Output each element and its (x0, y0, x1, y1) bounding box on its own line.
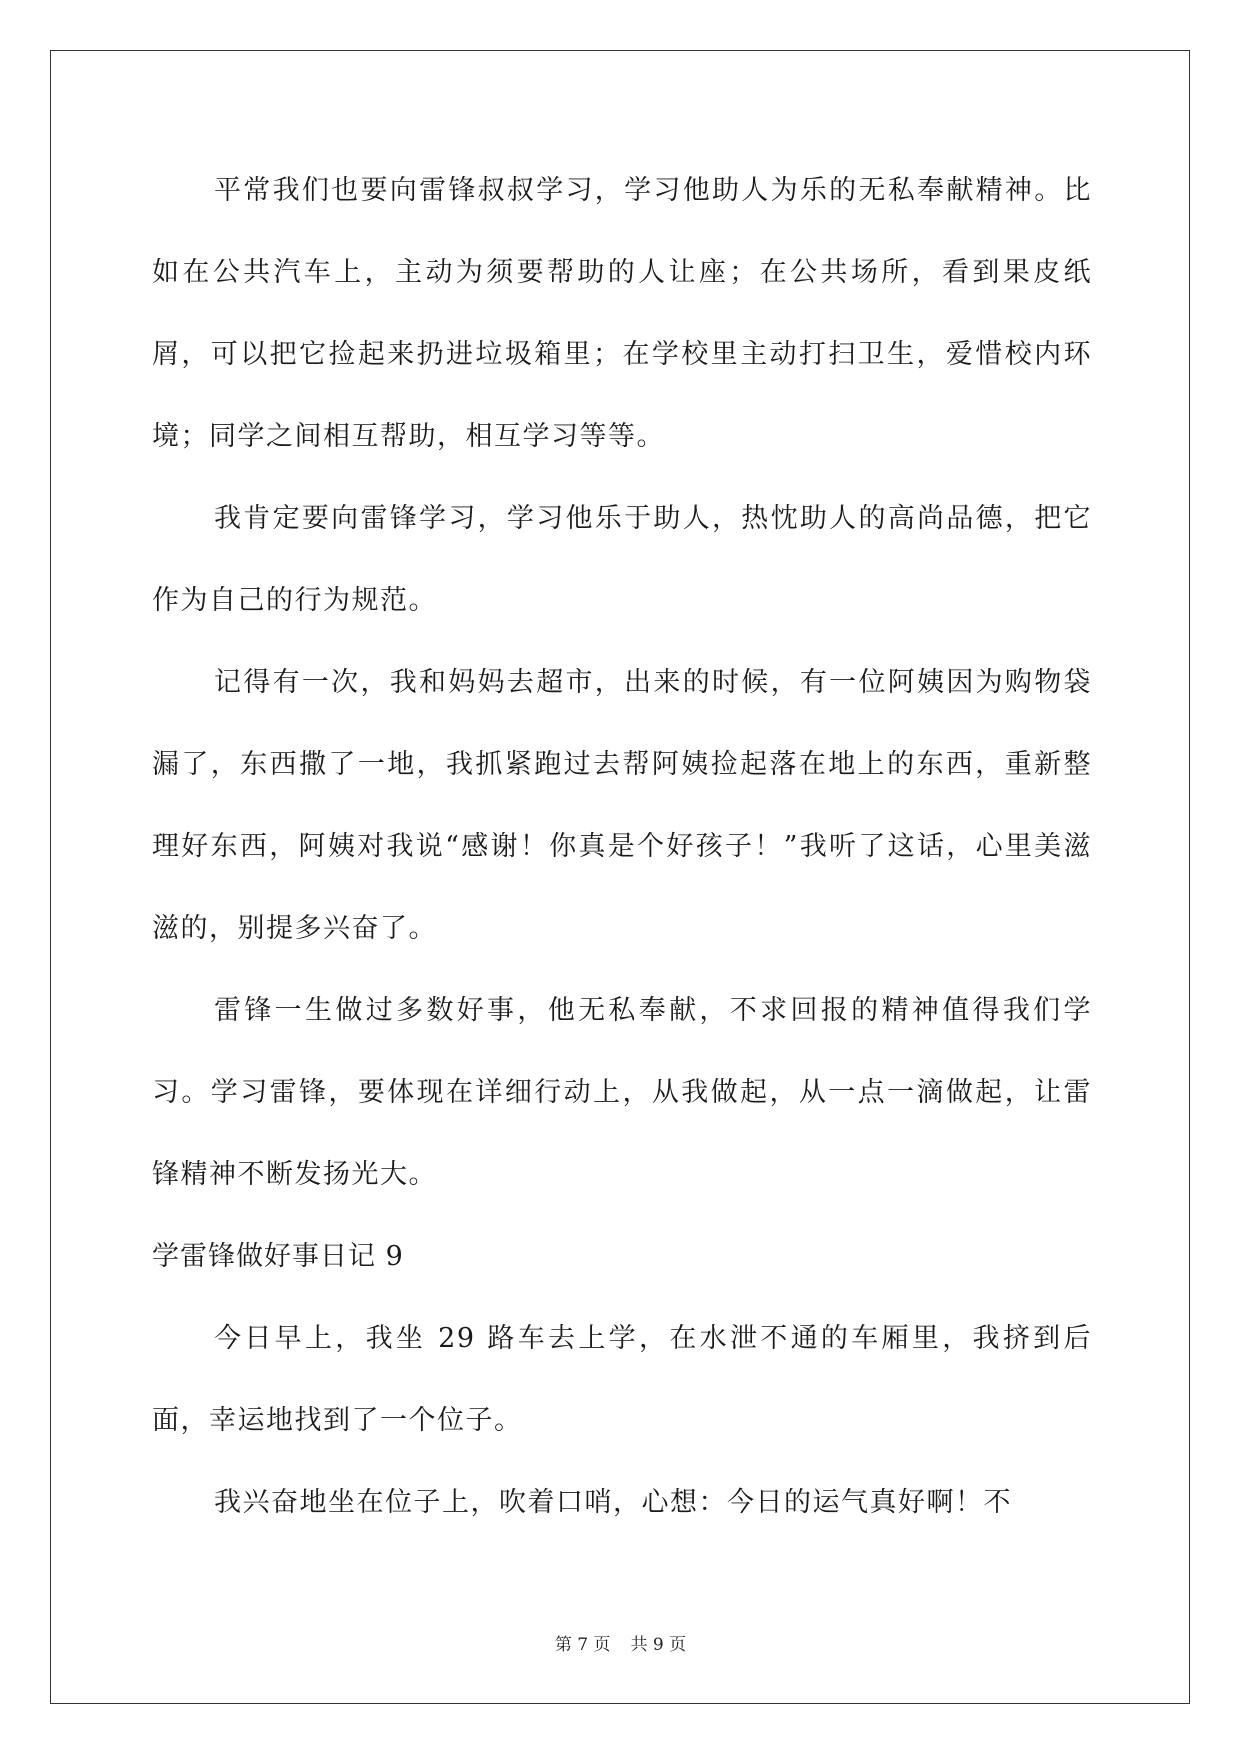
paragraph-6: 我兴奋地坐在位子上，吹着口哨，心想：今日的运气真好啊！不 (214, 1487, 1012, 1518)
paragraph-1: 平常我们也要向雷锋叔叔学习，学习他助人为乐的无私奉献精神。比如在公共汽车上，主动为须要帮助的人让座；在公共场所，看到果皮纸屑，可以把它捡起来扔进垃圾箱里；在学校里主动打扫卫生，爱惜校内环境；同学之间相互帮助，相互学习等等。 (152, 175, 1092, 452)
paragraph-5: 今日早上，我坐 29 路车去上学，在水泄不通的车厢里，我挤到后面，幸运地找到了一个位子。 (152, 1323, 1092, 1436)
page-total: 共 9 页 (630, 1635, 687, 1655)
paragraph-4: 雷锋一生做过多数好事，他无私奉献，不求回报的精神值得我们学习。学习雷锋，要体现在详细行动上，从我做起，从一点一滴做起，让雷锋精神不断发扬光大。 (152, 995, 1092, 1190)
page-footer (0, 1630, 1241, 1655)
paragraph-3: 记得有一次，我和妈妈去超市，出来的时候，有一位阿姨因为购物袋漏了，东西撒了一地，我抓紧跑过去帮阿姨捡起落在地上的东西，重新整理好东西，阿姨对我说“感谢！你真是个好孩子！”我听了这话，心里美滋滋的，别提多兴奋了。 (152, 667, 1092, 944)
section-heading: 学雷锋做好事日记 9 (152, 1241, 404, 1272)
document-body (152, 150, 1092, 1544)
page-number: 第 7 页 (554, 1635, 611, 1655)
paragraph-2: 我肯定要向雷锋学习，学习他乐于助人，热忱助人的高尚品德，把它作为自己的行为规范。 (152, 503, 1092, 616)
